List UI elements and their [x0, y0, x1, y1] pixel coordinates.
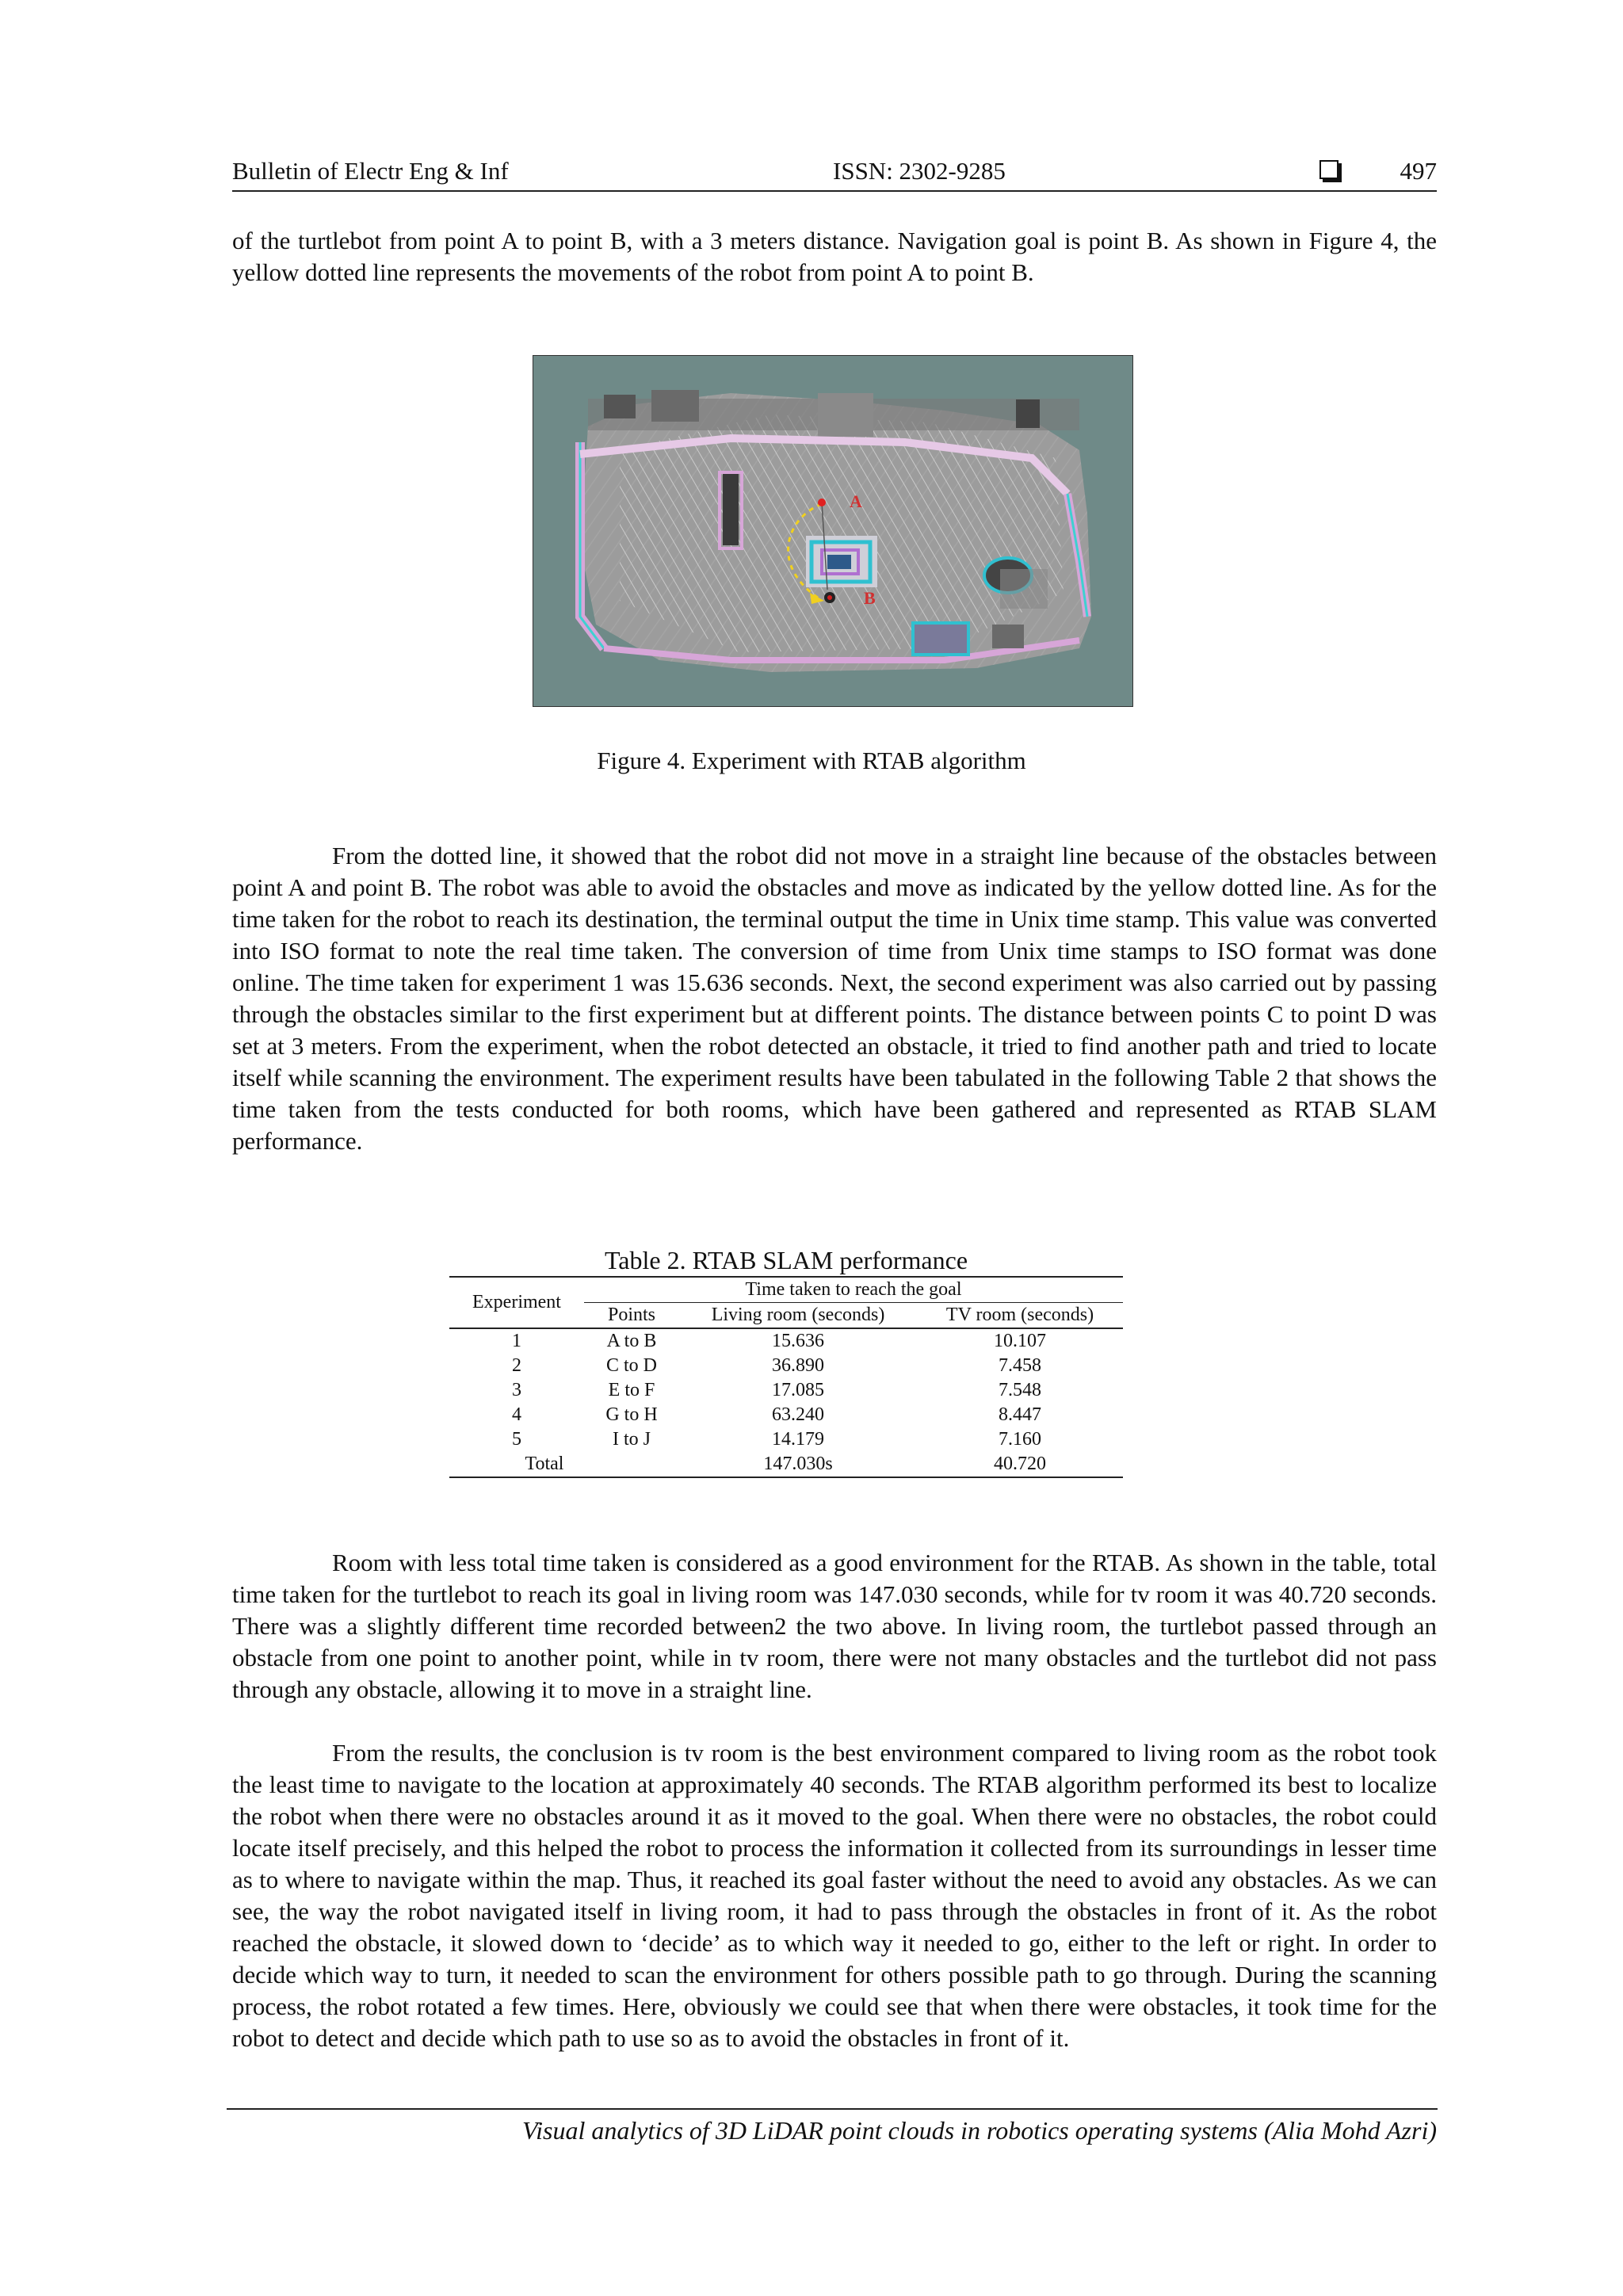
- cell-exp: 2: [512, 1355, 521, 1376]
- cell-tv: 7.160: [999, 1429, 1041, 1450]
- table-row: [449, 1354, 1123, 1378]
- col-living-room: Living room (seconds): [679, 1303, 917, 1329]
- point-a-label: A: [850, 491, 862, 511]
- cell-exp: 3: [512, 1380, 521, 1400]
- cell-points: E to F: [608, 1380, 655, 1400]
- cell-tv: 10.107: [994, 1331, 1046, 1351]
- performance-table: [449, 1276, 1123, 1478]
- col-experiment: Experiment: [449, 1277, 584, 1328]
- paragraph-4: From the results, the conclusion is tv room is the best environment compared to living room as the robot took the least time to navigate to the location at approximately 40 seconds. The RTAB algorithm performed its best to localize the robot when there were no obstacles around it as it moved to the goal. When there were no obstacles, the robot could locate itself precisely, and this helped the robot to process the information it collected from its surroundings in lesser time as to where to navigate within the map. Thus, it reached its goal faster without the need to avoid any obstacles. As we can see, the way the robot navigated itself in living room, it had to pass through the obstacles in front of it. As the robot reached the obstacle, it slowed down to ‘decide’ as to which way it needed to go, either to the left or right. In order to decide which way to turn, it needed to scan the environment for others possible path to go through. During the scanning process, the robot rotated a few times. Here, obviously we could see that when there were obstacles, it took time for the robot to detect and decide which path to use so as to avoid the obstacles in front of it.: [232, 1739, 1437, 2052]
- page-footer: Visual analytics of 3D LiDAR point clouds in robotics operating systems (Alia Mohd Azri): [521, 2116, 1437, 2145]
- cell-tv: 7.458: [999, 1355, 1041, 1376]
- cell-living: 14.179: [772, 1429, 824, 1450]
- cell-living: 17.085: [772, 1380, 824, 1400]
- cell-living: 63.240: [772, 1404, 824, 1425]
- footer-rule: [227, 2108, 1438, 2110]
- cell-tv: 8.447: [999, 1404, 1041, 1425]
- cell-living: 15.636: [772, 1331, 824, 1351]
- paragraph-3: Room with less total time taken is considered as a good environment for the RTAB. As shown in the table, total time taken for the turtlebot to reach its goal in living room was 147.030 seconds, while for tv room it was 40.720 seconds. There was a slightly different time recorded between2 the two above. In living room, the turtlebot passed through an obstacle from one point to another point, while in tv room, there were not many obstacles and the turtlebot did not pass through any obstacle, allowing it to move in a straight line.: [232, 1549, 1437, 1703]
- square-bullet-icon: [1319, 160, 1338, 179]
- page-header: [232, 155, 1437, 192]
- figure-caption: Figure 4. Experiment with RTAB algorithm: [597, 747, 1026, 774]
- cell-exp: 1: [512, 1331, 521, 1351]
- cell-exp: 4: [512, 1404, 521, 1425]
- issn: ISSN: 2302-9285: [833, 157, 1006, 185]
- cell-points: I to J: [613, 1429, 651, 1450]
- col-points: Points: [584, 1303, 679, 1329]
- cell-exp: 5: [512, 1429, 521, 1450]
- table-row: [449, 1328, 1123, 1354]
- table-row: [449, 1378, 1123, 1403]
- col-tv-room: TV room (seconds): [917, 1303, 1123, 1329]
- cell-total-living: 147.030s: [763, 1454, 833, 1474]
- cell-points: G to H: [605, 1404, 658, 1425]
- cell-living: 36.890: [772, 1355, 824, 1376]
- table-row: [449, 1427, 1123, 1452]
- cell-tv: 7.548: [999, 1380, 1041, 1400]
- cell-total-tv: 40.720: [994, 1454, 1046, 1474]
- cell-points: C to D: [605, 1355, 657, 1376]
- table-total-row: [449, 1452, 1123, 1477]
- paragraph-2: From the dotted line, it showed that the robot did not move in a straight line because of the obstacles between point A and point B. The robot was able to avoid the obstacles and move as indicated by the yellow dotted line. As for the time taken for the robot to reach its destination, the terminal output the time in Unix time stamp. This value was converted into ISO format to note the real time taken. The conversion of time from Unix time stamps to ISO format was done online. The time taken for experiment 1 was 15.636 seconds. Next, the second experiment was also carried out by passing through the obstacles similar to the first experiment but at different points. The distance between points C to point D was set at 3 meters. From the experiment, when the robot detected an obstacle, it tried to find another path and tried to locate itself while scanning the environment. The experiment results have been tabulated in the following Table 2 that shows the time taken from the tests conducted for both rooms, which have been gathered and represented as RTAB SLAM performance.: [232, 842, 1437, 1155]
- point-b-label: B: [864, 588, 876, 608]
- cell-total-label: Total: [525, 1454, 564, 1474]
- page-number: 497: [1400, 157, 1437, 185]
- table-row: [449, 1403, 1123, 1427]
- table-2: [449, 1244, 1123, 1478]
- col-group-header: Time taken to reach the goal: [745, 1279, 962, 1300]
- table-title: Table 2. RTAB SLAM performance: [604, 1246, 968, 1274]
- figure-4-image: [533, 355, 1133, 707]
- paragraph-1: of the turtlebot from point A to point B, with a 3 meters distance. Navigation goal is point B. As shown in Figure 4, the yellow dotted line represents the movements of the robot from point A to point B.: [232, 227, 1437, 286]
- cell-points: A to B: [606, 1331, 657, 1351]
- journal-name: Bulletin of Electr Eng & Inf: [232, 157, 509, 185]
